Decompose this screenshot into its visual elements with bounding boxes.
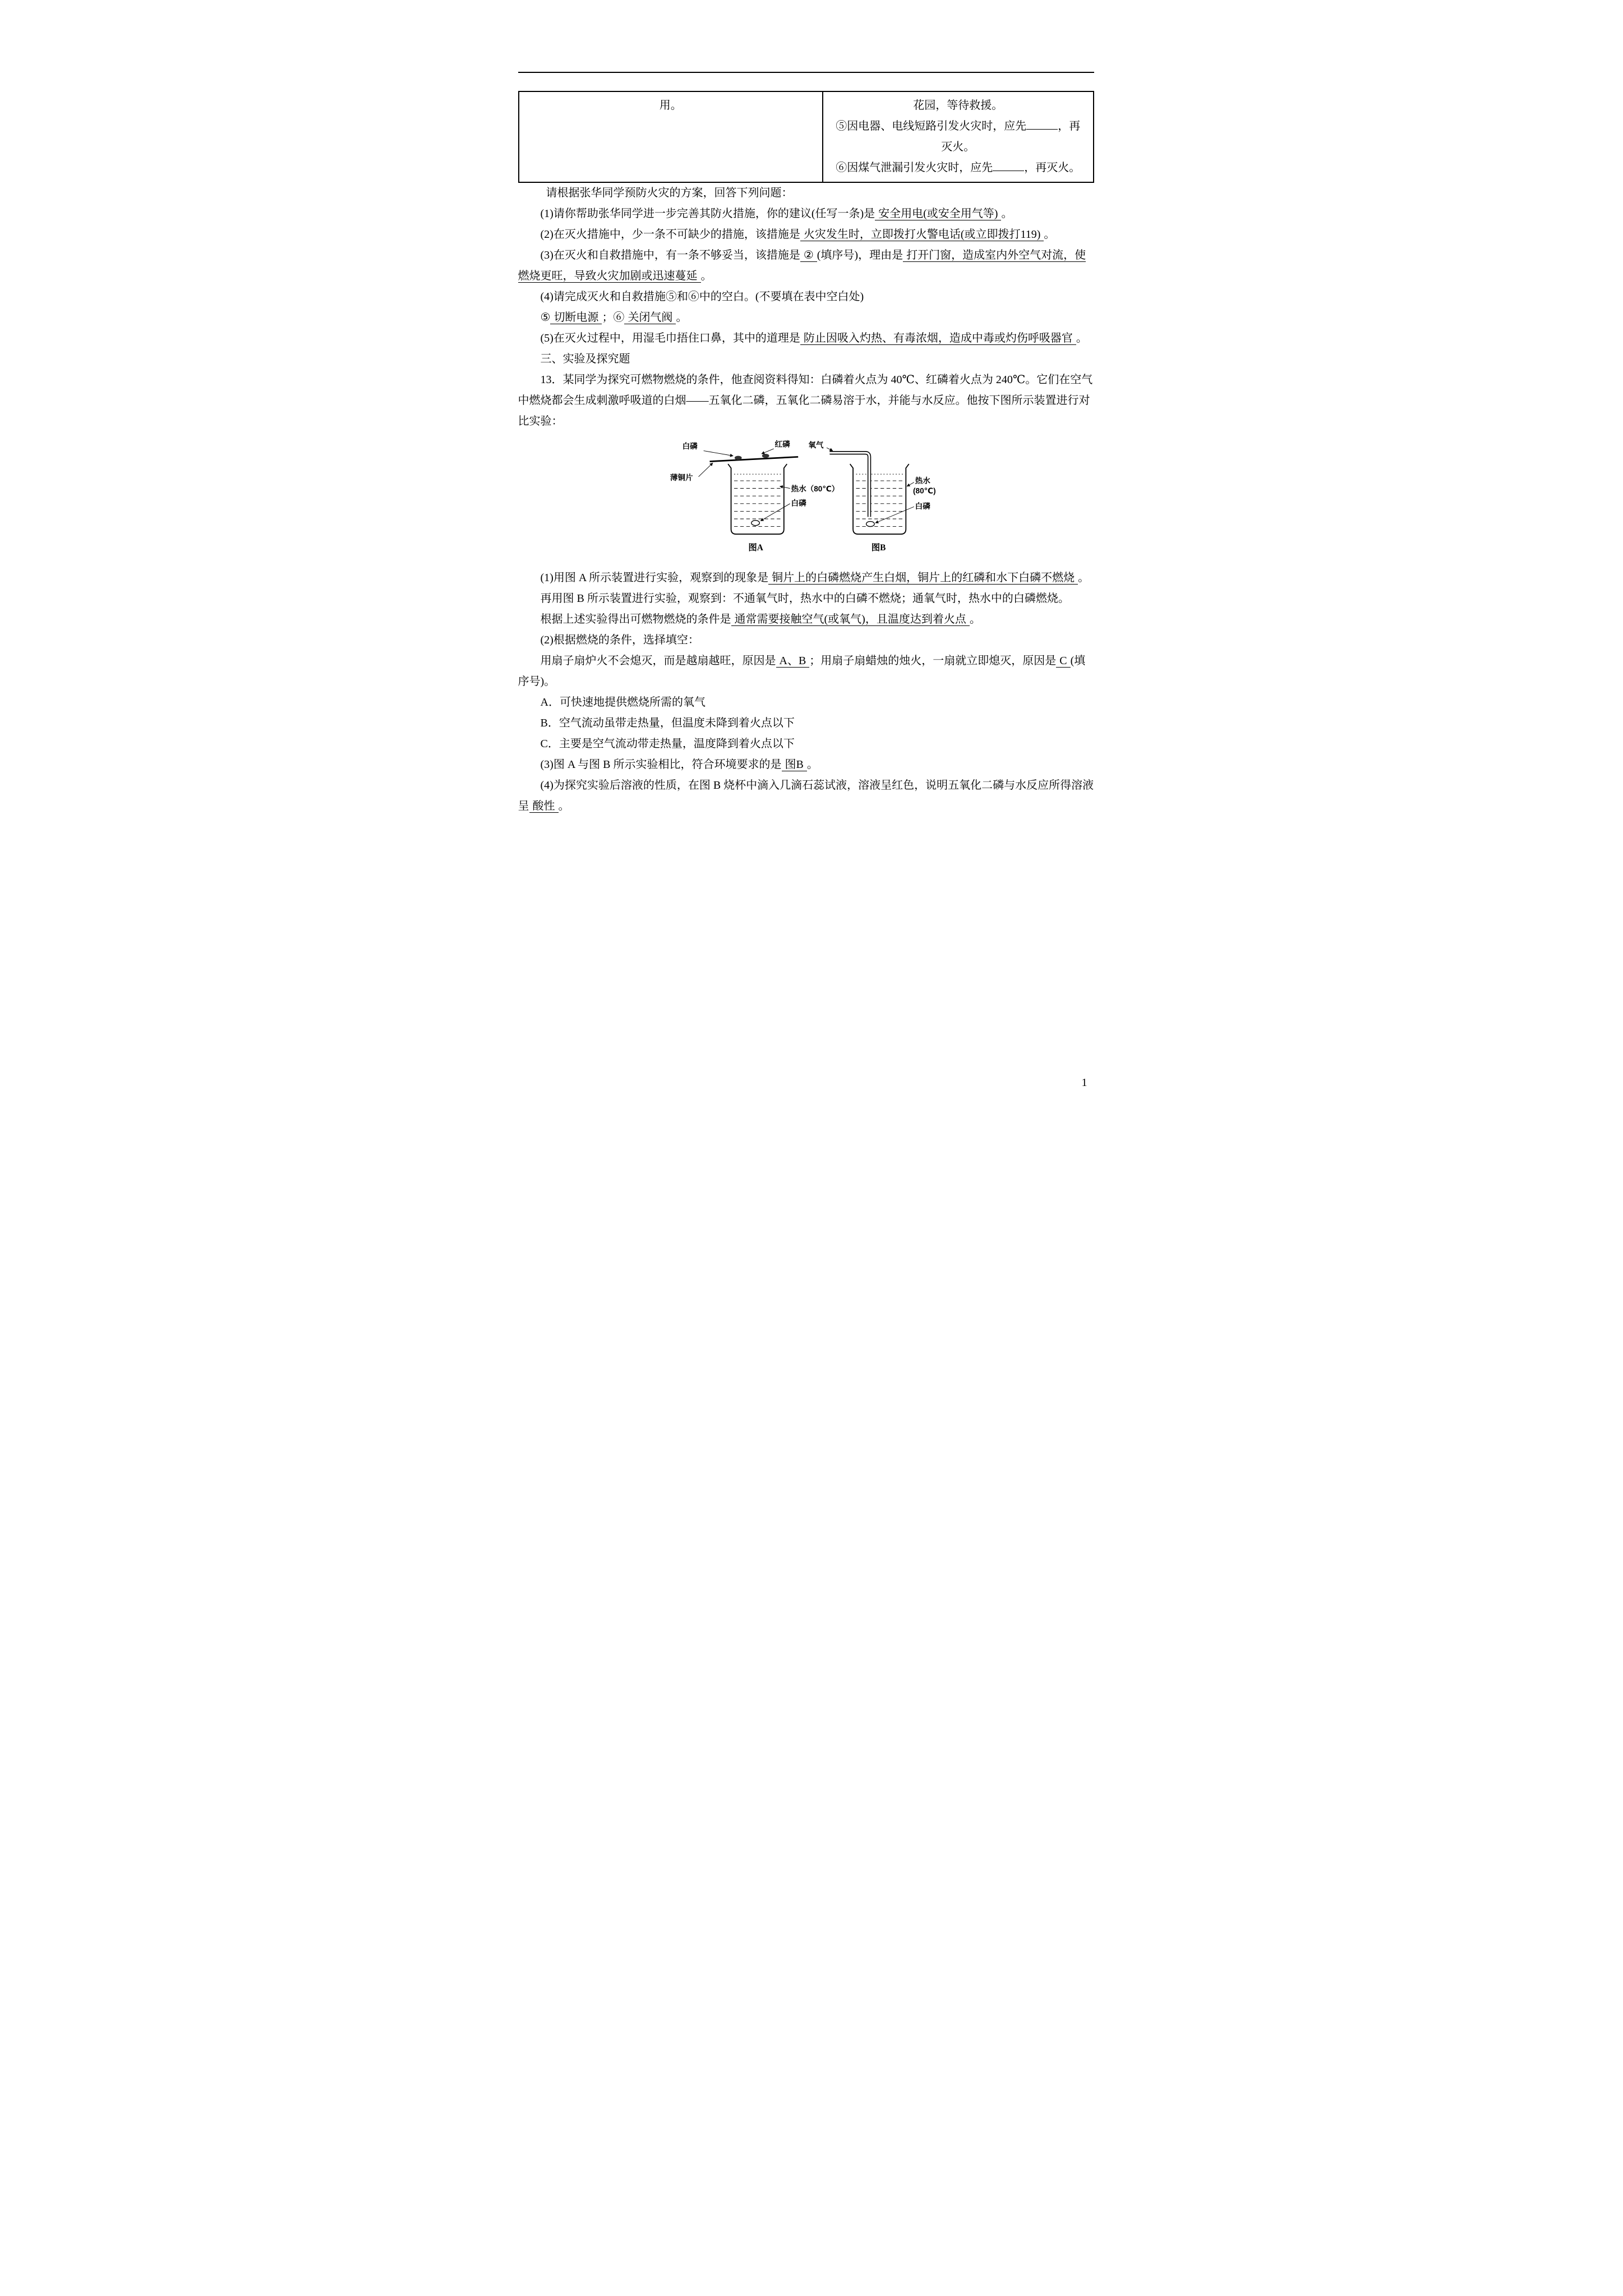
- question-13-3-answer: 图B: [782, 758, 807, 771]
- beaker-b: [829, 453, 909, 534]
- fire-plan-table: [518, 91, 1094, 183]
- answer-5-value: 切断电源: [550, 311, 602, 324]
- option-a: [518, 692, 1094, 713]
- question-1-tail: 。: [1001, 208, 1013, 220]
- intro-paragraph: [518, 183, 1094, 204]
- beaker-a: [709, 454, 798, 534]
- beaker-b-water-hatch: [856, 474, 902, 526]
- question-13-1b: [518, 588, 1094, 609]
- label-copper-sheet: 薄铜片: [670, 473, 693, 482]
- question-13-intro-text: 13．某同学为探究可燃物燃烧的条件，他查阅资料得知：白磷着火点为 40℃、红磷着火点为 240℃。它们在空气中燃烧都会生成刺激呼吸道的白烟——五氧化二磷，五氧化二磷易溶于水，并能与水反应。他按下图所示装置进行对比实验：: [518, 374, 1093, 427]
- question-4: [518, 287, 1094, 307]
- question-13-4-answer: 酸性: [529, 800, 559, 813]
- experiment-figure: [653, 438, 1094, 564]
- leader-red-phosphorus: [761, 449, 773, 454]
- answers-tail: 。: [676, 311, 688, 324]
- question-13-2-text: (2)根据燃烧的条件，选择填空：: [540, 633, 699, 646]
- question-3-tail: 。: [700, 270, 712, 282]
- label-white-phosphorus-top: 白磷: [682, 441, 698, 450]
- question-13-2a-tail: (填序号)。: [518, 654, 1086, 688]
- left-cell-text: 用。: [659, 99, 682, 112]
- question-3-answer-2: 打开门窗，造成室内外空气对流，使燃烧更旺，导致火灾加剧或迅速蔓延: [518, 249, 1086, 282]
- question-13-1-answer: 铜片上的白磷燃烧产生白烟，铜片上的红磷和水下白磷不燃烧: [768, 572, 1078, 585]
- rescue-line: 花园，等待救援。: [913, 99, 1003, 112]
- question-13-2a-mid: ；用扇子扇蜡烛的烛火，一扇就立即熄灭，原因是: [809, 654, 1057, 667]
- leader-hot-water-a: [780, 486, 790, 489]
- label-hot-water-b-line1: 热水: [915, 476, 930, 485]
- answer-blank-6: [993, 159, 1024, 171]
- question-13-2a-text: 用扇子扇炉火不会熄灭，而是越扇越旺，原因是: [540, 654, 776, 667]
- question-13-2: [518, 630, 1094, 651]
- question-3-mid: (填序号)，理由是: [817, 249, 903, 261]
- table-cell-right: [823, 91, 1094, 182]
- label-hot-water-a: 热水（80℃）: [791, 485, 839, 494]
- page-number: 1: [1081, 1076, 1087, 1089]
- answer-6-label: ；⑥: [602, 311, 625, 324]
- option-b-text: B．空气流动虽带走热量，但温度未降到着火点以下: [540, 716, 795, 729]
- question-2-tail: 。: [1044, 228, 1055, 241]
- question-13-1-tail: 。: [1078, 571, 1090, 584]
- white-phosphorus-on-sheet: [734, 456, 741, 460]
- question-13-1c-answer: 通常需要接触空气(或氧气)，且温度达到着火点: [731, 613, 970, 626]
- question-13-4-text: (4)为探究实验后溶液的性质，在图 B 烧杯中滴入几滴石蕊试液，溶液呈红色，说明五氧化二磷与水反应所得溶液呈: [518, 779, 1094, 812]
- copper-sheet: [709, 457, 798, 461]
- header-rule: [518, 72, 1094, 73]
- leader-white-phosphorus-top: [703, 451, 733, 456]
- measure-5-line: [831, 116, 1085, 158]
- red-phosphorus-on-sheet: [762, 454, 769, 458]
- question-13-2a: [518, 651, 1094, 692]
- caption-figure-b: 图B: [871, 543, 886, 553]
- beaker-a-labels: [670, 439, 839, 521]
- question-13-2a-answer-1: A、B: [776, 655, 810, 668]
- question-13-3-tail: 。: [806, 758, 818, 771]
- question-13-4: [518, 775, 1094, 817]
- question-2-text: (2)在灭火措施中，少一条不可缺少的措施，该措施是: [540, 228, 800, 241]
- question-3-text: (3)在灭火和自救措施中，有一条不够妥当，该措施是: [540, 249, 800, 261]
- question-2: [518, 224, 1094, 245]
- intro-text: 请根据张华同学预防火灾的方案，回答下列问题：: [546, 187, 793, 199]
- table-cell-left: [519, 91, 823, 182]
- leader-white-phosphorus-bottom-a: [760, 504, 790, 521]
- question-13-1c-text: 根据上述实验得出可燃物燃烧的条件是: [540, 613, 731, 625]
- option-b: [518, 713, 1094, 734]
- question-4-answers: [518, 307, 1094, 328]
- question-5-tail: 。: [1076, 332, 1087, 344]
- table-row: [519, 91, 1094, 182]
- measure-6-tail: ，再灭火。: [1024, 162, 1081, 174]
- question-1-text: (1)请你帮助张华同学进一步完善其防火措施，你的建议(任写一条)是: [540, 208, 875, 220]
- answer-blank-5: [1026, 118, 1058, 130]
- question-13-intro: [518, 370, 1094, 432]
- question-13-4-tail: 。: [558, 799, 570, 812]
- measure-6-text: ⑥因煤气泄漏引发火灾时，应先: [836, 162, 993, 174]
- option-a-text: A．可快速地提供燃烧所需的氧气: [540, 696, 706, 708]
- question-13-1c: [518, 609, 1094, 630]
- question-1-answer: 安全用电(或安全用气等): [875, 208, 1001, 220]
- question-4-text: (4)请完成灭火和自救措施⑤和⑥中的空白。(不要填在表中空白处): [540, 291, 864, 303]
- label-hot-water-b-line2: (80℃): [912, 486, 936, 495]
- question-13-1c-tail: 。: [969, 613, 981, 625]
- question-5-text: (5)在灭火过程中，用湿毛巾捂住口鼻，其中的道理是: [540, 332, 800, 344]
- measure-5-text: ⑤因电器、电线短路引发火灾时，应先: [836, 120, 1027, 132]
- leader-copper-sheet: [698, 463, 712, 476]
- answer-6-value: 关闭气阀: [624, 311, 676, 324]
- question-13-1b-text: 再用图 B 所示装置进行实验，观察到：不通氧气时，热水中的白磷不燃烧；通氧气时，热水中的白磷燃烧。: [540, 592, 1069, 605]
- measure-6-line: [831, 158, 1085, 178]
- option-c: [518, 734, 1094, 754]
- beaker-b-labels: [808, 440, 935, 523]
- measure-5-tail: ，再灭火。: [941, 120, 1081, 153]
- leader-white-phosphorus-bottom-b: [875, 507, 914, 523]
- answer-5-label: ⑤: [540, 311, 551, 324]
- document-page: [406, 0, 1218, 1148]
- section-3-heading: [518, 349, 1094, 370]
- question-13-3: [518, 754, 1094, 775]
- leader-hot-water-b: [907, 482, 914, 486]
- question-13-3-text: (3)图 A 与图 B 所示实验相比，符合环境要求的是: [540, 758, 782, 771]
- question-13-1-text: (1)用图 A 所示装置进行实验，观察到的现象是: [540, 571, 769, 584]
- leader-oxygen: [826, 448, 832, 450]
- option-c-text: C．主要是空气流动带走热量，温度降到着火点以下: [540, 737, 795, 750]
- question-13-1: [518, 568, 1094, 588]
- label-red-phosphorus: 红磷: [774, 440, 790, 449]
- question-5-answer: 防止因吸入灼热、有毒浓烟，造成中毒或灼伤呼吸器官: [800, 332, 1076, 345]
- question-13-2a-answer-2: C: [1056, 655, 1070, 668]
- beaker-b-outline: [850, 464, 909, 534]
- question-1: [518, 204, 1094, 224]
- white-phosphorus-underwater-b: [866, 522, 874, 527]
- question-2-answer: 火灾发生时，立即拨打火警电话(或立即拨打119): [800, 228, 1044, 241]
- label-white-phosphorus-bottom-a: 白磷: [791, 499, 806, 508]
- white-phosphorus-underwater-a: [751, 521, 759, 526]
- question-5: [518, 328, 1094, 349]
- section-3-title: 三、实验及探究题: [540, 353, 630, 365]
- caption-figure-a: 图A: [748, 543, 763, 553]
- question-3: [518, 245, 1094, 287]
- label-white-phosphorus-bottom-b: 白磷: [915, 501, 930, 510]
- beaker-a-water-hatch: [734, 474, 781, 526]
- experiment-figure-svg: [653, 438, 978, 557]
- question-3-answer-1: ②: [800, 249, 817, 262]
- label-oxygen: 氧气: [808, 441, 823, 450]
